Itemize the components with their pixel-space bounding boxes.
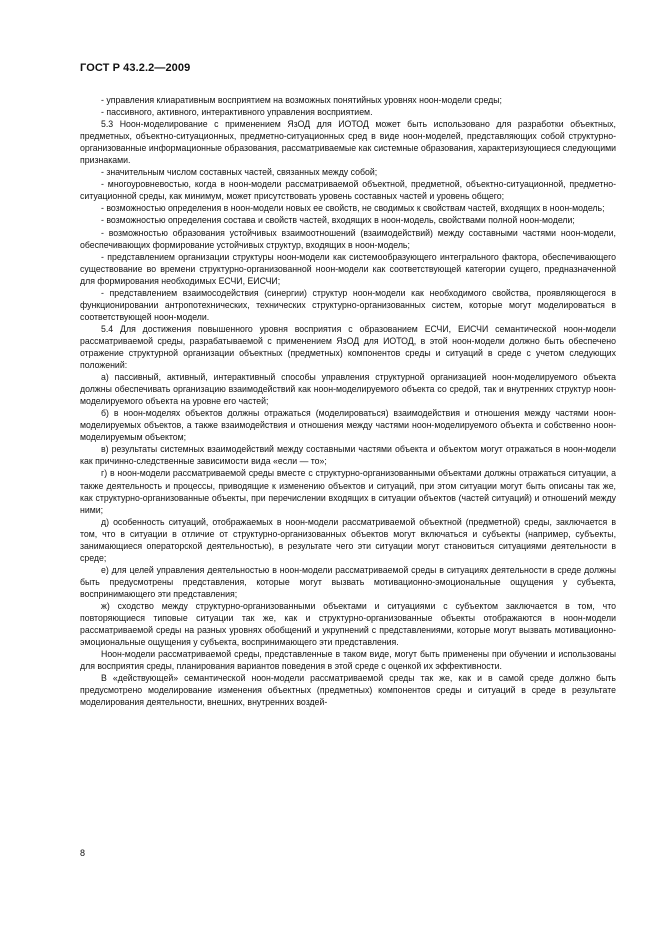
document-header: ГОСТ Р 43.2.2—2009 xyxy=(80,62,191,74)
paragraph: - значительным числом составных частей, связанных между собой; xyxy=(101,167,378,178)
paragraph: ж) сходство между структурно-организованными объектами и ситуациями с субъектом заключается в том, что повторяющиеся типовые ситуации так же, как и структурно-организованные объекты отображаются в ноон-модели рассматриваемой среды на разных уровнях обобщений и укрупнений с представлениями, которые могут вызвать мотивационно-эмоциональные ощущения у субъекта, воспринимающего эти представления. xyxy=(80,600,616,648)
paragraph: - возможностью определения состава и свойств частей, входящих в ноон-модель, свойствами полной ноон-модели; xyxy=(101,215,575,226)
paragraph: б) в ноон-моделях объектов должны отражаться (моделироваться) взаимодействия и отношения между частями ноон-моделируемых объектов, а также взаимодействия и отношения между частями ноон-моделируемого объекта и собственно ноон-моделируемым объектом; xyxy=(80,408,616,443)
paragraph: д) особенность ситуаций, отображаемых в ноон-модели рассматриваемой объектной (предметной) среды, заключается в том, что в ситуации в отличие от структурно-организованных объектов могут включаться и субъекты (например, субъекты, занимающиеся операторской деятельностью), в результате чего эти ситуации могут становиться ситуациями деятельности в среде; xyxy=(80,516,616,563)
paragraph: е) для целей управления деятельностью в ноон-модели рассматриваемой среды в ситуациях деятельности в среде должны быть предусмотрены представления, которые могут вызвать мотивационно-эмоциональные ощущения у субъекта, воспринимающего эти представления; xyxy=(80,564,616,599)
document-body xyxy=(80,94,616,708)
paragraph: 5.4 Для достижения повышенного уровня восприятия с образованием ЕСЧИ, ЕИСЧИ семантической ноон-модели рассматриваемой среды, разрабатываемой с применением ЯзОД для ИОТОД, в этой ноон-модели должно быть обеспечено отражение структурной организации объектных (предметных) компонентов среды и ситуаций в среде с учетом следующих положений: xyxy=(80,323,616,371)
paragraph: - представлением взаимосодействия (синергии) структур ноон-модели как необходимого свойства, проявляющегося в функционировании антропотехнических, технических структурно-организованных систем, которые могут моделироваться в соответствующей ноон-модели. xyxy=(80,287,616,322)
paragraph: - представлением организации структуры ноон-модели как системообразующего интегрального фактора, обеспечивающего существование во времени структурно-организованной ноон-модели как соответствующей категории сущего, предназначенной для формирования необходимых ЕСЧИ, ЕИСЧИ; xyxy=(80,251,616,286)
page-number: 8 xyxy=(80,848,86,858)
paragraph: - возможностью образования устойчивых взаимоотношений (взаимодействий) между составными частями ноон-модели, обеспечивающих формирование устойчивых структур, входящих в ноон-модель; xyxy=(80,227,616,250)
paragraph: - управления клиаративным восприятием на возможных понятийных уровнях ноон-модели среды; xyxy=(101,95,502,105)
paragraph: В «действующей» семантической ноон-модели рассматриваемой среды так же, как и в самой среде должно быть предусмотрено моделирование изменения объектных (предметных) компонентов среды и ситуаций в среде в результате моделирования деятельности, внешних, внутренних воздей- xyxy=(80,673,616,708)
paragraph: а) пассивный, активный, интерактивный способы управления структурной организацией ноон-моделируемого объекта должны обеспечивать организацию взаимодействий как ноон-моделируемого объекта со средой, так и внутренних структур ноон-моделируемого объекта на уровне его частей; xyxy=(80,372,616,407)
paragraph: - пассивного, активного, интерактивного управления восприятием. xyxy=(101,107,373,118)
paragraph: - многоуровневостью, когда в ноон-модели рассматриваемой объектной, предметной, объектно-ситуационной, предметно-ситуационной среды, как минимум, может присутствовать уровень составных частей и уровень общего; xyxy=(80,179,616,202)
paragraph: 5.3 Ноон-моделирование с применением ЯзОД для ИОТОД может быть использовано для разработки объектных, предметных, объектно-ситуационных, предметно-ситуационных сред в виде ноон-моделей, представляющих собой структурно-организованные информационные образования, рассматриваемые как системные образования, характеризующиеся следующими признаками. xyxy=(80,119,616,166)
paragraph: в) результаты системных взаимодействий между составными частями объекта и объектом могут отражаться в ноон-модели как причинно-следственные зависимости вида «если — то»; xyxy=(80,444,616,467)
paragraph: Ноон-модели рассматриваемой среды, представленные в таком виде, могут быть применены при обучении и использованы для восприятия среды, планирования вариантов поведения в этой среде с оценкой их эффективности. xyxy=(80,649,616,672)
paragraph: - возможностью определения в ноон-модели новых ее свойств, не сводимых к свойствам частей, входящих в ноон-модель; xyxy=(101,203,605,214)
paragraph: г) в ноон-модели рассматриваемой среды вместе с структурно-организованными объектами должны отражаться ситуации, а также деятельность и процессы, приводящие к изменению объектов и ситуаций, при этом ситуации могут быть описаны так же, как структурно-организованные объекты, при перечислении входящих в ситуации объектов (частей ситуаций) и отношений между ними; xyxy=(80,468,616,515)
